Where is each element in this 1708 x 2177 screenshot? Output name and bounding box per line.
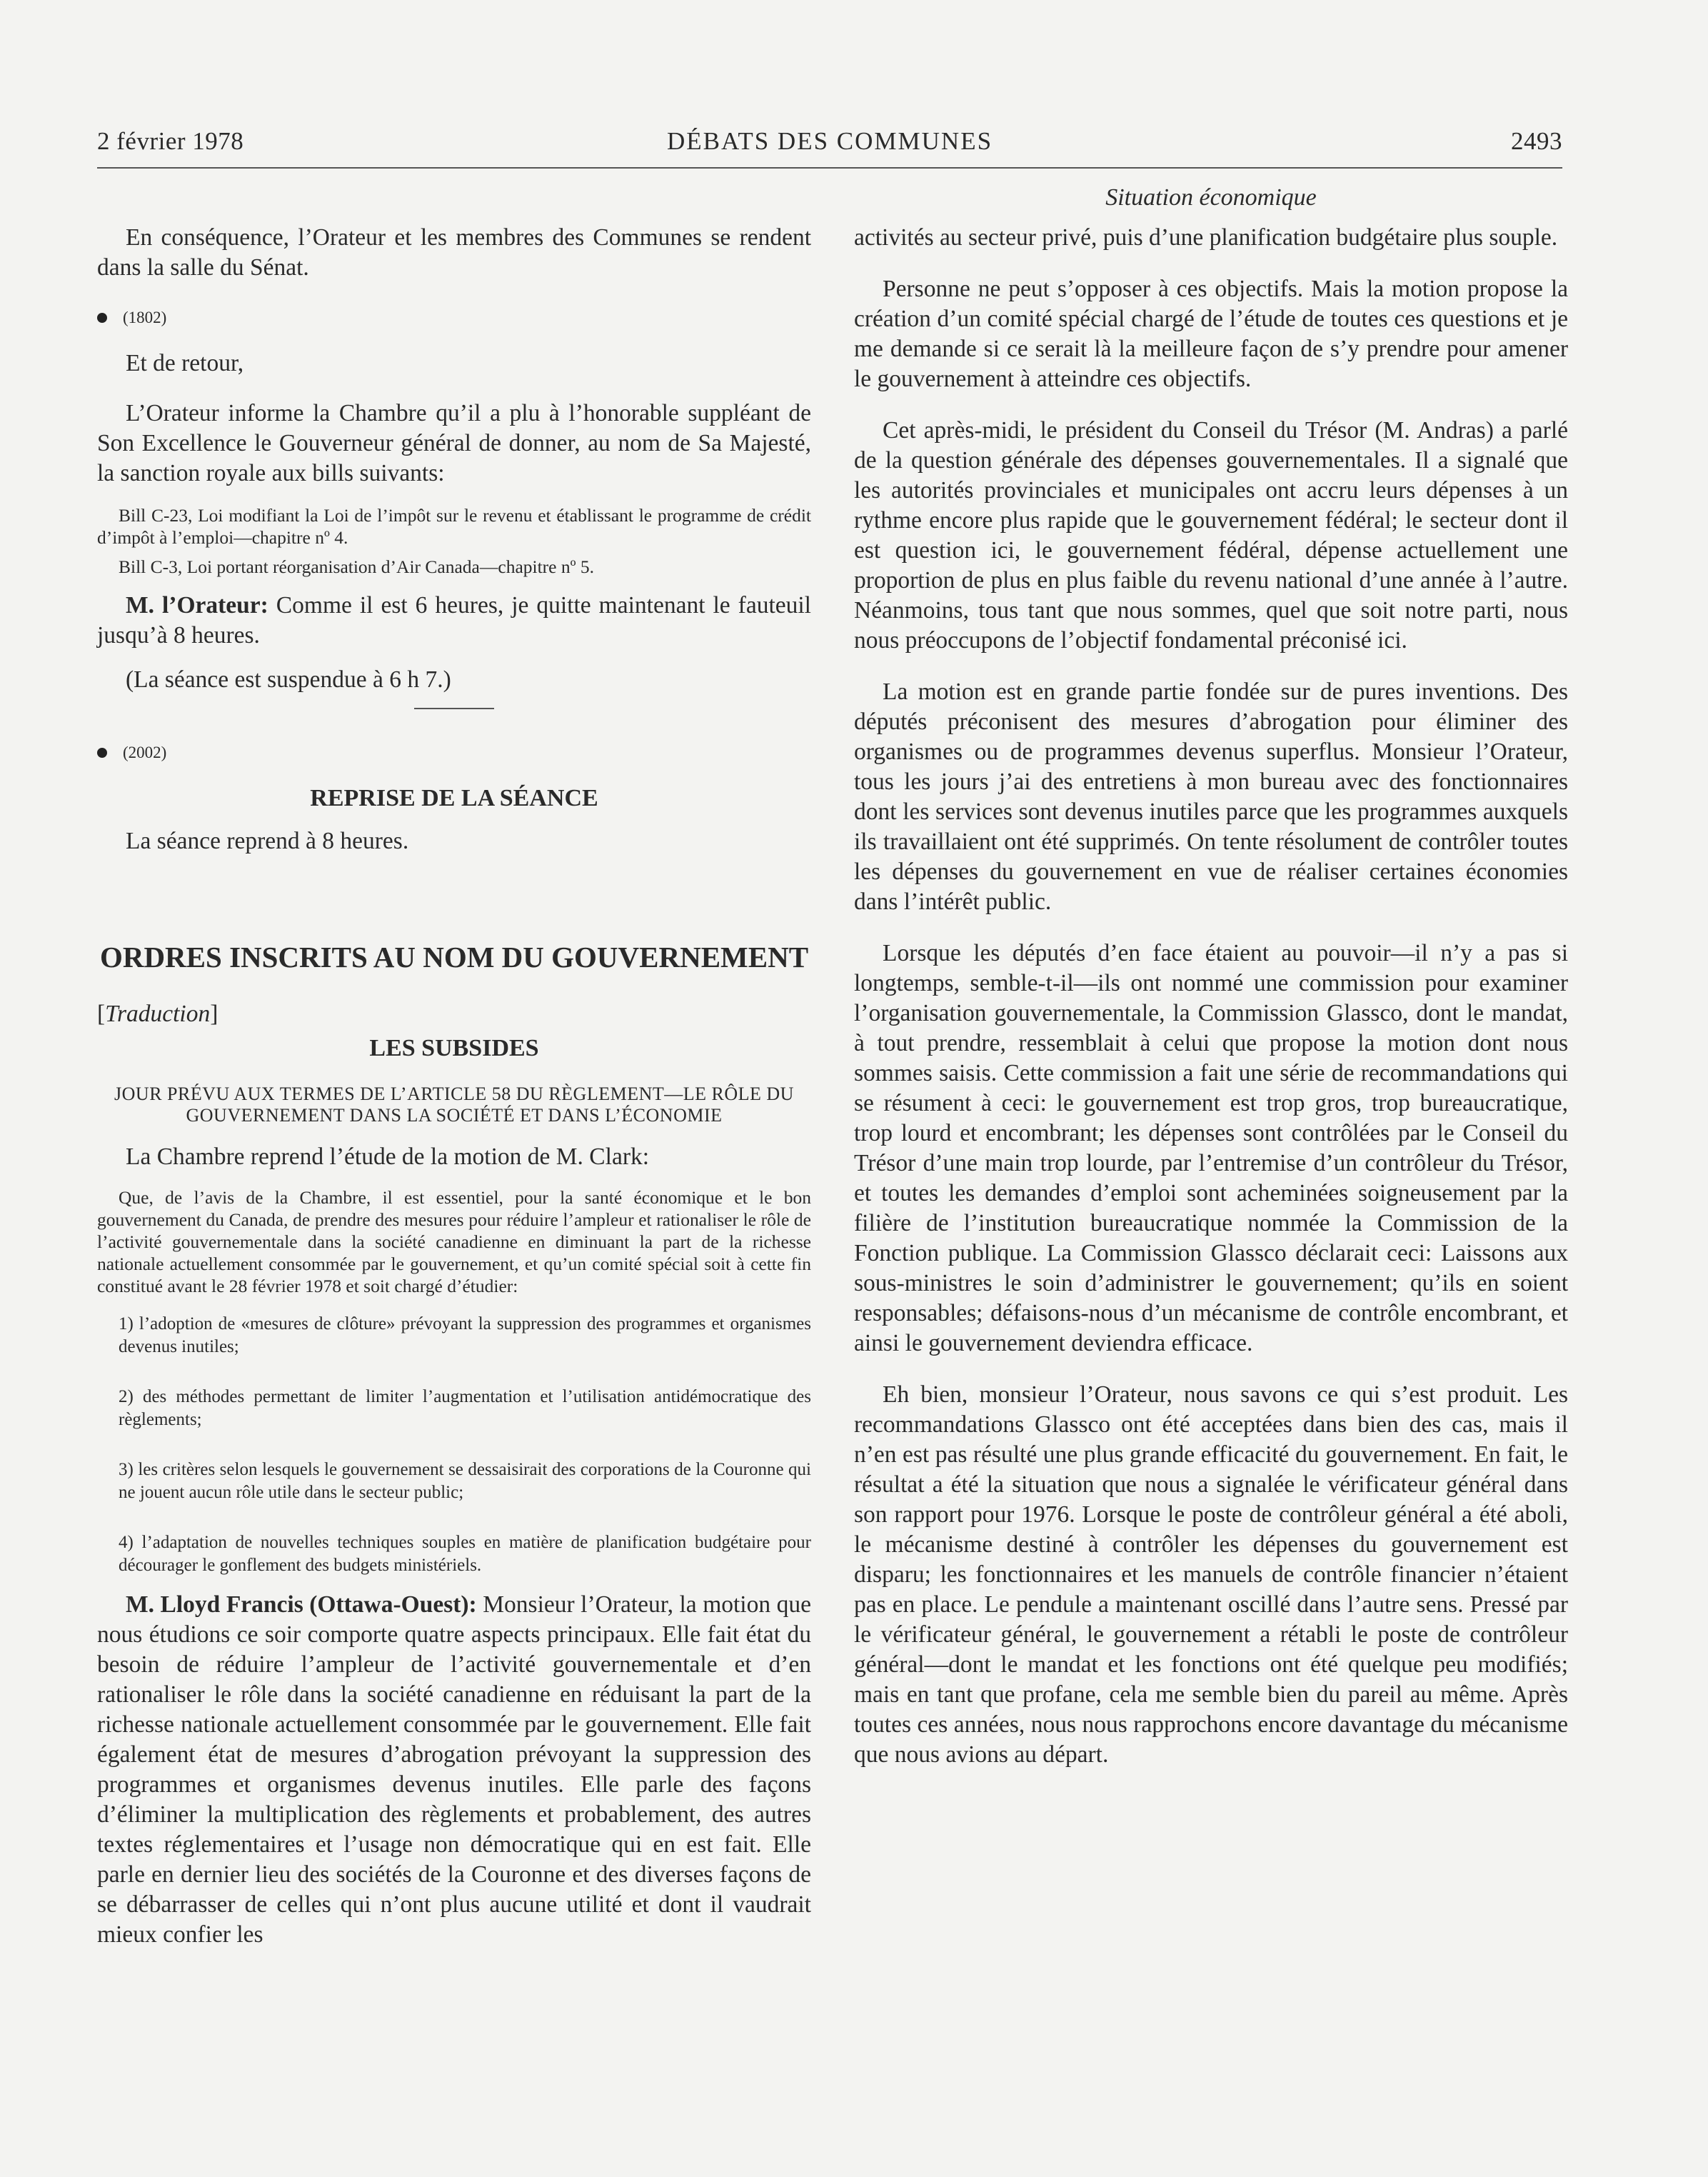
- paragraph: Cet après-midi, le président du Conseil du Trésor (M. Andras) a parlé de la question générale des dépenses gouvernementales. Il a signalé que les autorités provinciales et municipales ont accru leurs dépenses à un rythme encore plus rapide que le gouvernement fédéral; le secteur dont il est question ici, le gouvernement fédéral, dépense actuellement une proportion de plus en plus faible du revenu national d’une année à l’autre. Néanmoins, tous tant que nous sommes, quel que soit notre parti, nous nous préoccupons de l’objectif fondamental préconisé ici.: [854, 417, 1568, 654]
- divider: [414, 708, 494, 709]
- paragraph: Lorsque les députés d’en face étaient au pouvoir—il n’y a pas si longtemps, semble-t-il—ils ont nommé une commission pour examiner l’organisation gouvernementale, la Commission Glassco, dont le mandat, à tout prendre, ressemblait à celui que propose la motion dont nous sommes saisis. Cette commission a fait une série de recommandations qui se résument à ceci: le gouvernement est trop gros, trop bureaucratique, trop lourd et encombrant; les dépenses sont contrôlées par le Conseil du Trésor d’une main trop lourde, par l’entremise d’un contrôleur du Trésor, et toutes les demandes d’emploi sont acheminées soigneusement par la filière de l’institution bureaucratique nommée la Commission de la Fonction publique. La Commission Glassco déclarait ceci: Laissons aux sous-ministres le soin d’administrer le gouvernement; qu’ils en soient responsables; défaisons-nous d’un mécanisme de contrôle encombrant, et ainsi le gouvernement deviendra efficace.: [854, 940, 1568, 1356]
- subheading: JOUR PRÉVU AUX TERMES DE L’ARTICLE 58 DU RÈGLEMENT—LE RÔLE DU GOUVERNEMENT DANS LA SOCIÉTÉ ET DANS L’ÉCONOMIE: [114, 1084, 794, 1126]
- motion-item: [97, 1531, 811, 1577]
- time-marker-label: (1802): [123, 309, 167, 326]
- paragraph: Eh bien, monsieur l’Orateur, nous savons ce qui s’est produit. Les recommandations Glassco ont été acceptées dans bien des cas, mais il n’en est pas résulté une plus grande efficacité du gouvernement. En fait, le résultat a été la situation que nous a signalée le vérificateur général dans son rapport pour 1976. Lorsque le poste de contrôleur général a été aboli, le mécanisme destiné à contrôler les dépenses du gouvernement est disparu; les fonctionnaires et les manuels de contrôle financier n’étaient pas en place. Le pendule a maintenant oscillé dans l’autre sens. Pressé par le vérificateur général, le gouvernement a rétabli le poste de contrôleur général—dont le mandat et les fonctions ont été quelque peu modifiés; mais en tant que profane, cela me semble bien du pareil au même. Après toutes ces années, nous nous rapprochons encore davantage du mécanisme que nous avions au départ.: [854, 1381, 1568, 1768]
- header-date: 2 février 1978: [97, 127, 244, 155]
- paragraph: (La séance est suspendue à 6 h 7.): [126, 666, 451, 693]
- paragraph: activités au secteur privé, puis d’une planification budgétaire plus souple.: [854, 224, 1558, 251]
- speaker-name: M. Lloyd Francis (Ottawa-Ouest):: [126, 1591, 477, 1618]
- motion-item: [97, 1458, 811, 1504]
- page-number: 2493: [1511, 127, 1562, 155]
- paragraph: Et de retour,: [126, 350, 244, 376]
- paragraph: La Chambre reprend l’étude de la motion de M. Clark:: [126, 1143, 650, 1170]
- time-marker-label: (2002): [123, 744, 167, 761]
- left-column: [97, 223, 811, 1970]
- paragraph: La motion est en grande partie fondée sur de pures inventions. Des députés préconisent des mesures d’abrogation pour éliminer des organismes ou de programmes devenus superflus. Monsieur l’Orateur, tous les jours j’ai des entretiens à mon bureau avec des fonctionnaires dont les services sont devenus inutiles parce que les programmes auxquels ils travaillaient ont été supprimés. On tente résolument de contrôler toutes les dépenses du gouvernement en vue de réaliser certaines économies dans l’intérêt public.: [854, 679, 1568, 915]
- motion-item-text: 2) des méthodes permettant de limiter l’augmentation et l’utilisation antidémocratique des règlements;: [119, 1387, 811, 1429]
- speech-text: Monsieur l’Orateur, la motion que nous étudions ce soir comporte quatre aspects principaux. Elle fait état du besoin de réduire l’ampleur de l’activité gouvernementale et d’en rationaliser le rôle dans la société canadienne en réduisant la part de la richesse nationale actuellement consommée par le gouvernement. Elle fait également état de mesures d’abrogation prévoyant la suppression des programmes et organismes devenus inutiles. Elle parle des façons d’éliminer la multiplication des règlements et probablement, des autres textes réglementaires et l’usage non démocratique qui en est fait. Elle parle en dernier lieu des sociétés de la Couronne et des diverses façons de se débarrasser de celles qui n’ont plus aucune utilité et dont il vaudrait mieux confier les: [97, 1591, 812, 1948]
- running-head: Situation économique: [1105, 184, 1317, 211]
- paragraph: Personne ne peut s’opposer à ces objectifs. Mais la motion propose la création d’un comité spécial chargé de l’étude de toutes ces questions et je me demande si ce serait là la meilleure façon de s’y prendre pour amener le gouvernement à atteindre ces objectifs.: [854, 276, 1568, 392]
- header-title: DÉBATS DES COMMUNES: [666, 127, 993, 155]
- page-header: [97, 127, 1562, 169]
- motion-item: [97, 1386, 811, 1431]
- translation-note: [Traduction]: [97, 1001, 218, 1027]
- bill-item: Bill C-3, Loi portant réorganisation d’Air Canada—chapitre nº 5.: [119, 556, 595, 577]
- bill-item: Bill C-23, Loi modifiant la Loi de l’impôt sur le revenu et établissant le programme de crédit d’impôt à l’emploi—chapitre nº 4.: [97, 505, 811, 548]
- section-heading: REPRISE DE LA SÉANCE: [310, 785, 598, 811]
- paragraph: En conséquence, l’Orateur et les membres des Communes se rendent dans la salle du Sénat.: [97, 224, 811, 281]
- section-heading: LES SUBSIDES: [369, 1035, 539, 1061]
- bullet-icon: [97, 748, 107, 758]
- time-marker: [97, 738, 811, 768]
- motion-item-text: 4) l’adaptation de nouvelles techniques souples en matière de planification budgétaire pour décourager le gonflement des budgets ministériels.: [119, 1533, 811, 1575]
- motion-text: Que, de l’avis de la Chambre, il est essentiel, pour la santé économique et le bon gouvernement du Canada, de prendre des mesures pour réduire l’ampleur et rationaliser le rôle de l’activité gouvernementale dans la société canadienne en diminuant la part de la richesse nationale actuellement consommée par le gouvernement, et qu’un comité spécial soit à cette fin constitué avant le 28 février 1978 et soit chargé d’étudier:: [97, 1187, 811, 1296]
- translation-label: Traduction: [105, 1001, 211, 1027]
- motion-item: [97, 1313, 811, 1358]
- paragraph: La séance reprend à 8 heures.: [126, 828, 409, 854]
- speech-paragraph: [97, 591, 811, 651]
- motion-item-text: 1) l’adoption de «mesures de clôture» prévoyant la suppression des programmes et organismes devenus inutiles;: [119, 1314, 811, 1356]
- speaker-name: M. l’Orateur:: [126, 592, 268, 619]
- time-marker: [97, 303, 811, 333]
- right-column: [854, 223, 1568, 1790]
- paragraph: L’Orateur informe la Chambre qu’il a plu à l’honorable suppléant de Son Excellence le Gouverneur général de donner, au nom de Sa Majesté, la sanction royale aux bills suivants:: [97, 400, 811, 486]
- speech-paragraph: [97, 1590, 811, 1950]
- bullet-icon: [97, 313, 107, 323]
- motion-item-text: 3) les critères selon lesquels le gouvernement se dessaisirait des corporations de la Couronne qui ne jouent aucun rôle utile dans le secteur public;: [119, 1460, 811, 1502]
- speech-text: Comme il est 6 heures, je quitte maintenant le fauteuil jusqu’à 8 heures.: [97, 592, 811, 649]
- section-heading: ORDRES INSCRITS AU NOM DU GOUVERNEMENT: [99, 941, 809, 974]
